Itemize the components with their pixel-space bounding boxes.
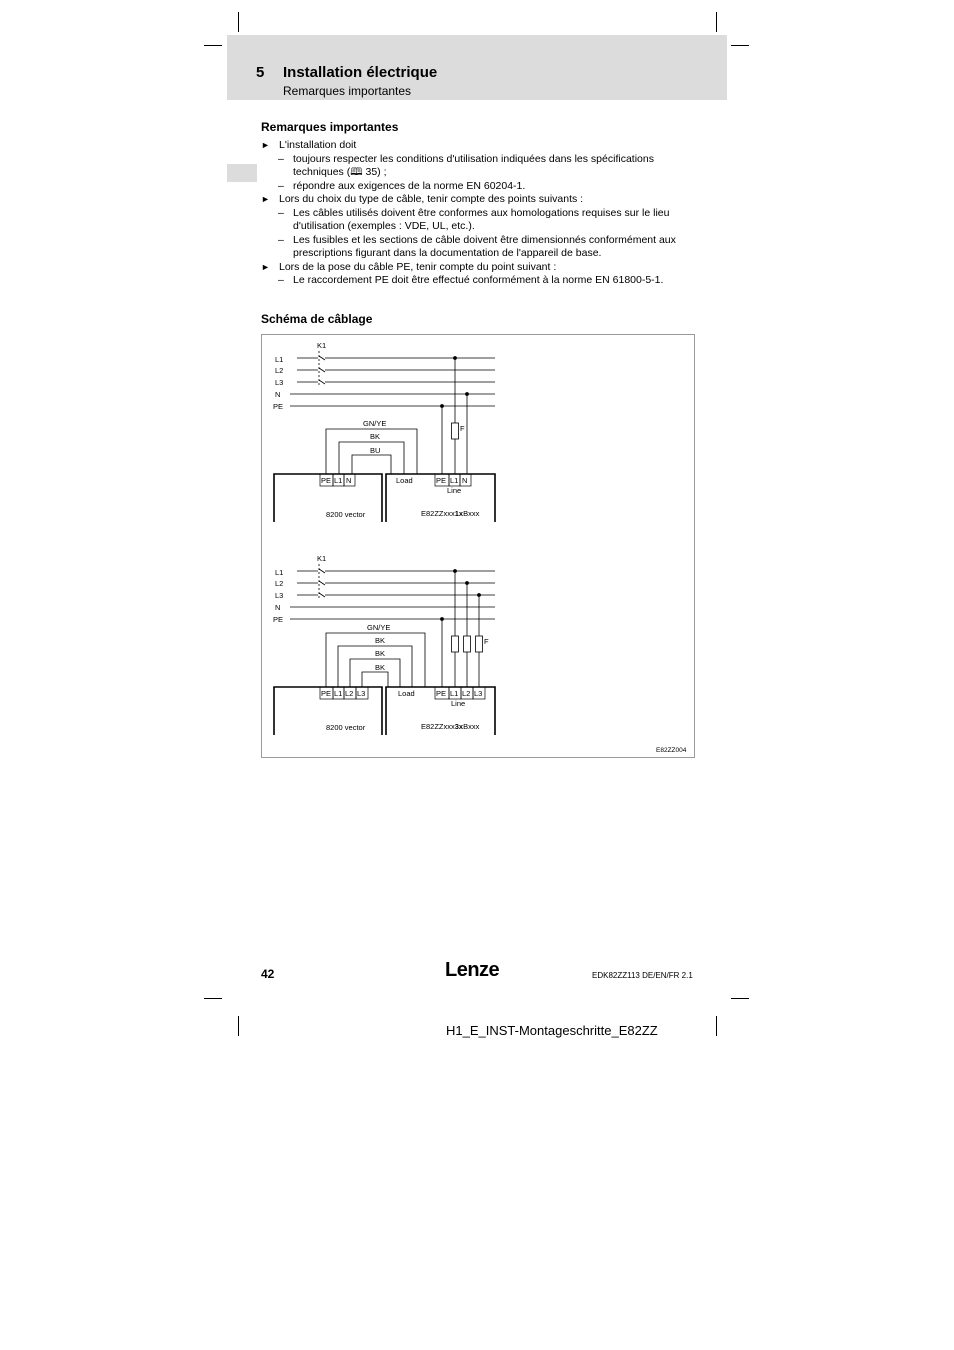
dash-bullet: – bbox=[278, 179, 284, 192]
line-label: L2 bbox=[275, 579, 284, 588]
wire-label: BU bbox=[370, 446, 381, 455]
fuse-label: F bbox=[460, 424, 465, 433]
line-label: PE bbox=[273, 402, 284, 411]
terminal-label: L3 bbox=[357, 689, 366, 698]
list-item bbox=[261, 139, 701, 153]
terminal-label: N bbox=[346, 476, 352, 485]
sub-list-item bbox=[261, 274, 701, 288]
terminal-label: PE bbox=[321, 476, 332, 485]
sub-list-item bbox=[261, 180, 701, 194]
sub-list-item bbox=[261, 234, 701, 261]
crop-mark bbox=[204, 45, 222, 46]
filter-name: E82ZZxxx3xBxxx bbox=[421, 722, 480, 731]
line-l2 bbox=[297, 368, 495, 372]
wiring-diagram-single-phase bbox=[273, 341, 495, 522]
crop-mark bbox=[731, 998, 749, 999]
arrow-bullet-icon: ► bbox=[261, 261, 270, 272]
figure-id: E82ZZ004 bbox=[656, 747, 687, 754]
wire-bk bbox=[362, 672, 388, 687]
sub-list-item-text: répondre aux exigences de la norme EN 60204-1. bbox=[293, 179, 526, 192]
list-item bbox=[261, 193, 701, 207]
sub-list-item-text: toujours respecter les conditions d'utilisation indiquées dans les spécifications techniques (🕮 35) ; bbox=[293, 152, 654, 178]
crop-mark bbox=[716, 12, 717, 32]
remarks-list bbox=[261, 139, 701, 288]
list-item-text: Lors du choix du type de câble, tenir compte des points suivants : bbox=[279, 193, 584, 205]
line-label: L1 bbox=[275, 355, 284, 364]
terminal-label: PE bbox=[321, 689, 332, 698]
wire-label: BK bbox=[375, 636, 386, 645]
chapter-subtitle: Remarques importantes bbox=[283, 84, 412, 98]
line-label: L3 bbox=[275, 378, 284, 387]
arrow-bullet-icon: ► bbox=[261, 140, 270, 150]
line-l1 bbox=[297, 569, 495, 573]
section-title-wiring: Schéma de câblage bbox=[261, 312, 373, 326]
line-label: L1 bbox=[275, 568, 284, 577]
wire-label: GN/YE bbox=[363, 419, 387, 428]
wire-label: BK bbox=[375, 663, 386, 672]
sub-list-item-text: Le raccordement PE doit être effectué conformément à la norme EN 61800-5-1. bbox=[293, 274, 664, 286]
load-label: Load bbox=[398, 689, 415, 698]
dash-bullet: – bbox=[278, 152, 284, 165]
terminal-label: L1 bbox=[334, 476, 343, 485]
line-label: N bbox=[275, 390, 281, 399]
line-label: L3 bbox=[275, 591, 284, 600]
fuse-label: F bbox=[484, 637, 489, 646]
terminal-label: PE bbox=[436, 689, 447, 698]
line-l1 bbox=[297, 356, 495, 360]
terminal-label: L1 bbox=[450, 689, 459, 698]
terminal-label: L3 bbox=[474, 689, 483, 698]
line-label: N bbox=[275, 603, 281, 612]
wire-label: BK bbox=[370, 432, 381, 441]
lenze-logo: Lenze bbox=[445, 959, 500, 981]
arrow-bullet-icon: ► bbox=[261, 194, 270, 204]
wire-label: GN/YE bbox=[367, 623, 391, 632]
section-title-remarks: Remarques importantes bbox=[261, 120, 399, 134]
drive-name: 8200 vector bbox=[326, 510, 366, 519]
line-terminal-label: Line bbox=[447, 486, 462, 495]
chapter-title: Installation électrique bbox=[283, 64, 438, 81]
document-code: EDK82ZZ113 DE/EN/FR 2.1 bbox=[592, 971, 693, 980]
wire-bu bbox=[352, 455, 391, 474]
wiring-diagram bbox=[261, 334, 695, 758]
contactor-label: K1 bbox=[317, 341, 327, 350]
crop-mark bbox=[716, 1016, 717, 1036]
fuse-icon bbox=[464, 636, 471, 652]
terminal-label: L2 bbox=[345, 689, 354, 698]
wiring-diagram-three-phase bbox=[273, 554, 495, 735]
line-label: PE bbox=[273, 615, 284, 624]
terminal-label: L1 bbox=[450, 476, 459, 485]
crop-mark bbox=[238, 12, 239, 32]
crop-mark bbox=[204, 998, 222, 999]
sub-list-item bbox=[261, 153, 701, 180]
fuse-icon bbox=[452, 423, 459, 439]
terminal-label: N bbox=[462, 476, 468, 485]
dash-bullet: – bbox=[278, 206, 284, 219]
crop-mark bbox=[731, 45, 749, 46]
file-name: H1_E_INST-Montageschritte_E82ZZ bbox=[446, 1023, 658, 1038]
language-tab bbox=[227, 164, 257, 182]
list-item-text: L'installation doit bbox=[279, 139, 357, 151]
crop-mark bbox=[238, 1016, 239, 1036]
line-l3 bbox=[297, 593, 495, 597]
sub-list-item bbox=[261, 207, 701, 234]
fuse-icon bbox=[452, 636, 459, 652]
chapter-number: 5 bbox=[256, 64, 265, 81]
sub-list-item-text: Les câbles utilisés doivent être conformes aux homologations requises sur le lieu d'utilisation (exemples : VDE, UL, etc.). bbox=[293, 206, 670, 232]
line-terminal-label: Line bbox=[451, 699, 466, 708]
wire-label: BK bbox=[375, 649, 386, 658]
filter-name: E82ZZxxx1xBxxx bbox=[421, 509, 480, 518]
terminal-label: L1 bbox=[334, 689, 343, 698]
contactor-label: K1 bbox=[317, 554, 327, 563]
page-number: 42 bbox=[261, 967, 275, 981]
drive-name: 8200 vector bbox=[326, 723, 366, 732]
fuse-icon bbox=[476, 636, 483, 652]
line-l3 bbox=[297, 380, 495, 384]
line-label: L2 bbox=[275, 366, 284, 375]
sub-list-item-text: Les fusibles et les sections de câble doivent être dimensionnés conformément aux prescriptions figurant dans la documentation de l'appareil de base. bbox=[293, 233, 676, 259]
list-item bbox=[261, 261, 701, 275]
terminal-label: PE bbox=[436, 476, 447, 485]
dash-bullet: – bbox=[278, 274, 284, 286]
load-label: Load bbox=[396, 476, 413, 485]
terminal-label: L2 bbox=[462, 689, 471, 698]
dash-bullet: – bbox=[278, 233, 284, 246]
list-item-text: Lors de la pose du câble PE, tenir compte du point suivant : bbox=[279, 260, 557, 273]
